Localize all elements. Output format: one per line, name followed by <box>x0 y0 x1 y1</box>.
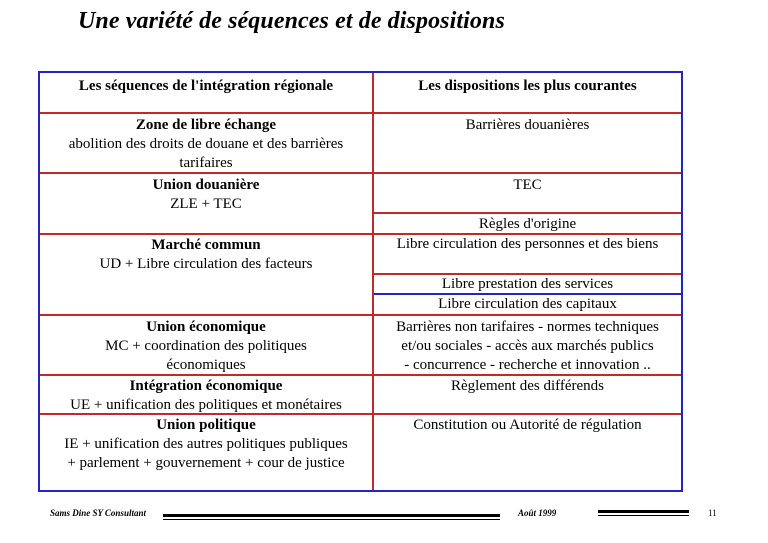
row-divider <box>40 314 681 316</box>
footer-rule-thin <box>163 519 500 520</box>
disposition-libre-circulation-capitaux: Libre circulation des capitaux <box>438 296 617 312</box>
footer-rule-right-thin <box>598 515 689 516</box>
footer-rule <box>163 514 500 517</box>
disposition-libre-prestation-services: Libre prestation des services <box>441 276 614 292</box>
disposition-barrieres-douanieres: Barrières douanières <box>465 117 590 133</box>
sequence-integration-economique: Intégration économique UE + unification des politiques et monétaires <box>70 378 342 413</box>
disposition-libre-circulation-personnes: Libre circulation des personnes et des biens <box>396 236 659 252</box>
disposition-regles-origine: Règles d'origine <box>478 216 577 232</box>
header-sequences: Les séquences de l'intégration régionale <box>78 78 334 94</box>
disposition-tec: TEC <box>513 177 542 193</box>
sequence-marche-commun: Marché commun UD + Libre circulation des facteurs <box>99 237 313 272</box>
footer-rule-right <box>598 510 689 513</box>
sequence-zone-libre-echange: Zone de libre échange abolition des droits de douane et des barrières tarifaires <box>68 117 344 171</box>
page-number: 11 <box>708 508 717 518</box>
sequence-union-economique: Union économique MC + coordination des politiques économiques <box>105 319 307 373</box>
row-divider <box>374 212 681 214</box>
disposition-reglement-differends: Règlement des différends <box>450 378 604 394</box>
sequence-union-douaniere: Union douanière ZLE + TEC <box>152 177 260 212</box>
disposition-constitution: Constitution ou Autorité de régulation <box>413 417 642 433</box>
slide-title: Une variété de séquences et de dispositions <box>78 8 505 34</box>
footer-date: Août 1999 <box>518 508 557 518</box>
sequence-union-politique: Union politique IE + unification des autres politiques publiques + parlement + gouvernement + cour de justice <box>64 417 348 471</box>
footer-author: Sams Dine SY Consultant <box>50 508 146 518</box>
row-divider <box>40 112 681 114</box>
disposition-barrieres-non-tarifaires: Barrières non tarifaires - normes techniques et/ou sociales - accès aux marchés publics - concurrence - recherche et innovation .. <box>396 319 659 373</box>
header-dispositions: Les dispositions les plus courantes <box>418 78 637 94</box>
sequences-table <box>38 71 683 492</box>
